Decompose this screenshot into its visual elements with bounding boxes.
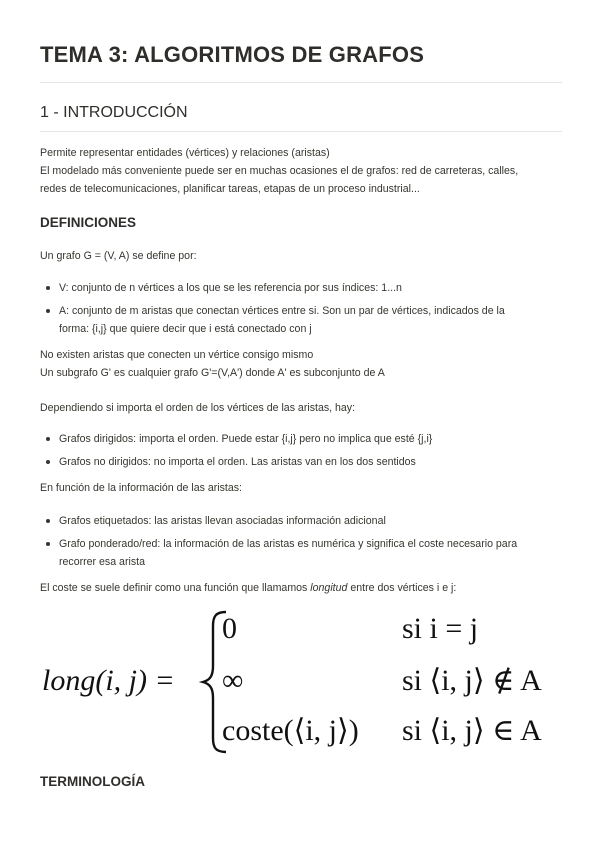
info-list	[40, 512, 562, 571]
order-list	[40, 430, 562, 471]
list-item: Grafos no dirigidos: no importa el orden. Las aristas van en los dos sentidos	[40, 453, 562, 471]
list-item: Grafos etiquetados: las aristas llevan asociadas información adicional	[40, 512, 562, 530]
formula-case-condition: si ⟨i, j⟩ ∈ A	[402, 714, 542, 747]
info-intro: En función de la información de las aristas:	[40, 482, 242, 494]
terminologia-heading: TERMINOLOGÍA	[40, 774, 145, 789]
definition-notes	[40, 346, 385, 382]
note-line: No existen aristas que conecten un vértice consigo mismo	[40, 349, 314, 361]
list-item: V: conjunto de n vértices a los que se les referencia por sus índices: 1...n	[40, 279, 562, 297]
intro-line: redes de telecomunicaciones, planificar tareas, etapas de un proceso industrial...	[40, 183, 420, 195]
intro-line: El modelado más conveniente puede ser en muchas ocasiones el de grafos: red de carreteras, calles,	[40, 165, 519, 177]
formula-case-condition: si i = j	[402, 612, 479, 645]
formula-case-condition: si ⟨i, j⟩ ∉ A	[402, 664, 542, 697]
graph-components-list	[40, 279, 562, 338]
list-item: Grafos dirigidos: importa el orden. Puede estar {i,j} pero no implica que esté {j,i}	[40, 430, 562, 448]
formula-case-value: ∞	[222, 664, 244, 697]
list-item: A: conjunto de m aristas que conectan vértices entre si. Son un par de vértices, indicados de la forma: {i,j} que quiere decir que i está conectado con j	[40, 302, 562, 338]
cost-definition: El coste se suele definir como una función que llamamos longitud entre dos vértices i e j:	[40, 582, 457, 594]
formula-lhs: long(i, j) =	[42, 664, 175, 697]
intro-line: Permite representar entidades (vértices) y relaciones (aristas)	[40, 147, 330, 159]
order-intro: Dependiendo si importa el orden de los vértices de las aristas, hay:	[40, 402, 356, 414]
intro-paragraph	[40, 144, 518, 198]
section-heading: 1 - INTRODUCCIÓN	[40, 104, 188, 121]
title-divider	[40, 82, 562, 83]
section-divider	[40, 131, 562, 132]
page-title: TEMA 3: ALGORITMOS DE GRAFOS	[40, 42, 425, 67]
formula-case-value: coste(⟨i, j⟩)	[222, 714, 359, 747]
list-item: Grafo ponderado/red: la información de las aristas es numérica y significa el coste necesario para recorrer esa arista	[40, 535, 562, 571]
note-line: Un subgrafo G' es cualquier grafo G'=(V,A') donde A' es subconjunto de A	[40, 367, 385, 379]
graph-definition: Un grafo G = (V, A) se define por:	[40, 250, 197, 262]
formula-case-value: 0	[222, 612, 237, 645]
long-formula	[40, 600, 562, 762]
longitud-term: longitud	[310, 582, 348, 594]
definiciones-heading: DEFINICIONES	[40, 215, 137, 230]
